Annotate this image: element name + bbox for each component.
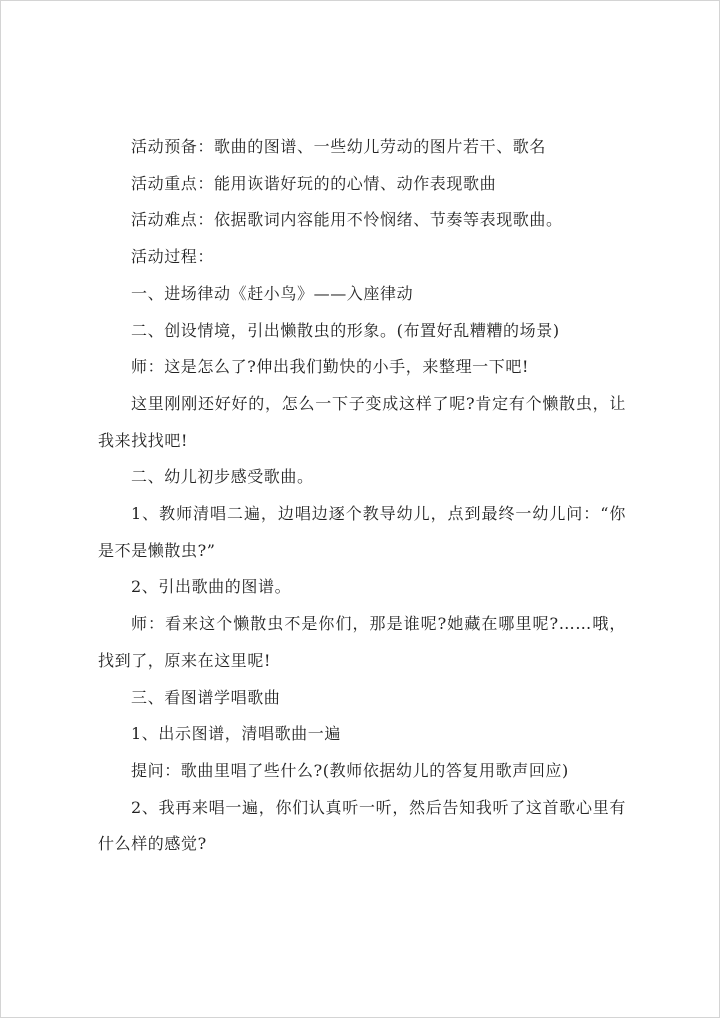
paragraph-step-two: 二、创设情境，引出懒散虫的形象。(布置好乱糟糟的场景): [131, 320, 560, 340]
paragraph-teacher-line-2: 这里刚刚还好好的，怎么一下子变成这样了呢?肯定有个懒散虫，让我来找找吧!: [98, 393, 626, 450]
paragraph-process-heading: 活动过程：: [131, 247, 215, 267]
paragraph-materials: 活动预备：歌曲的图谱、一些幼儿劳动的图片若干、歌名: [131, 137, 547, 156]
paragraph-question: 提问：歌曲里唱了些什么?(教师依据幼儿的答复用歌声回应): [131, 760, 569, 780]
paragraph-teacher-line-3: 师：看来这个懒散虫不是你们，那是谁呢?她藏在哪里呢?……哦，找到了，原来在这里呢!: [98, 614, 626, 670]
paragraph-substep-3: 1、出示图谱，清唱歌曲一遍: [131, 724, 341, 744]
document-body: [98, 129, 626, 863]
paragraph-step-perceive: 二、幼儿初步感受歌曲。: [131, 467, 314, 487]
paragraph-substep-1: 1、教师清唱二遍，边唱边逐个教导幼儿，点到最终一幼儿问：“你是不是懒散虫?”: [98, 504, 626, 560]
paragraph-substep-4: 2、我再来唱一遍，你们认真听一听，然后告知我听了这首歌心里有什么样的感觉?: [98, 797, 626, 854]
paragraph-step-one: 一、进场律动《赶小鸟》——入座律动: [131, 283, 414, 303]
paragraph-step-three: 三、看图谱学唱歌曲: [131, 687, 281, 707]
paragraph-teacher-line-1: 师：这是怎么了?伸出我们勤快的小手，来整理一下吧!: [131, 357, 530, 377]
paragraph-key-point: 活动重点：能用诙谐好玩的的心情、动作表现歌曲: [131, 173, 497, 193]
paragraph-difficulty: 活动难点：依据歌词内容能用不怜悯绪、节奏等表现歌曲。: [131, 210, 563, 230]
paragraph-substep-2: 2、引出歌曲的图谱。: [131, 577, 292, 597]
